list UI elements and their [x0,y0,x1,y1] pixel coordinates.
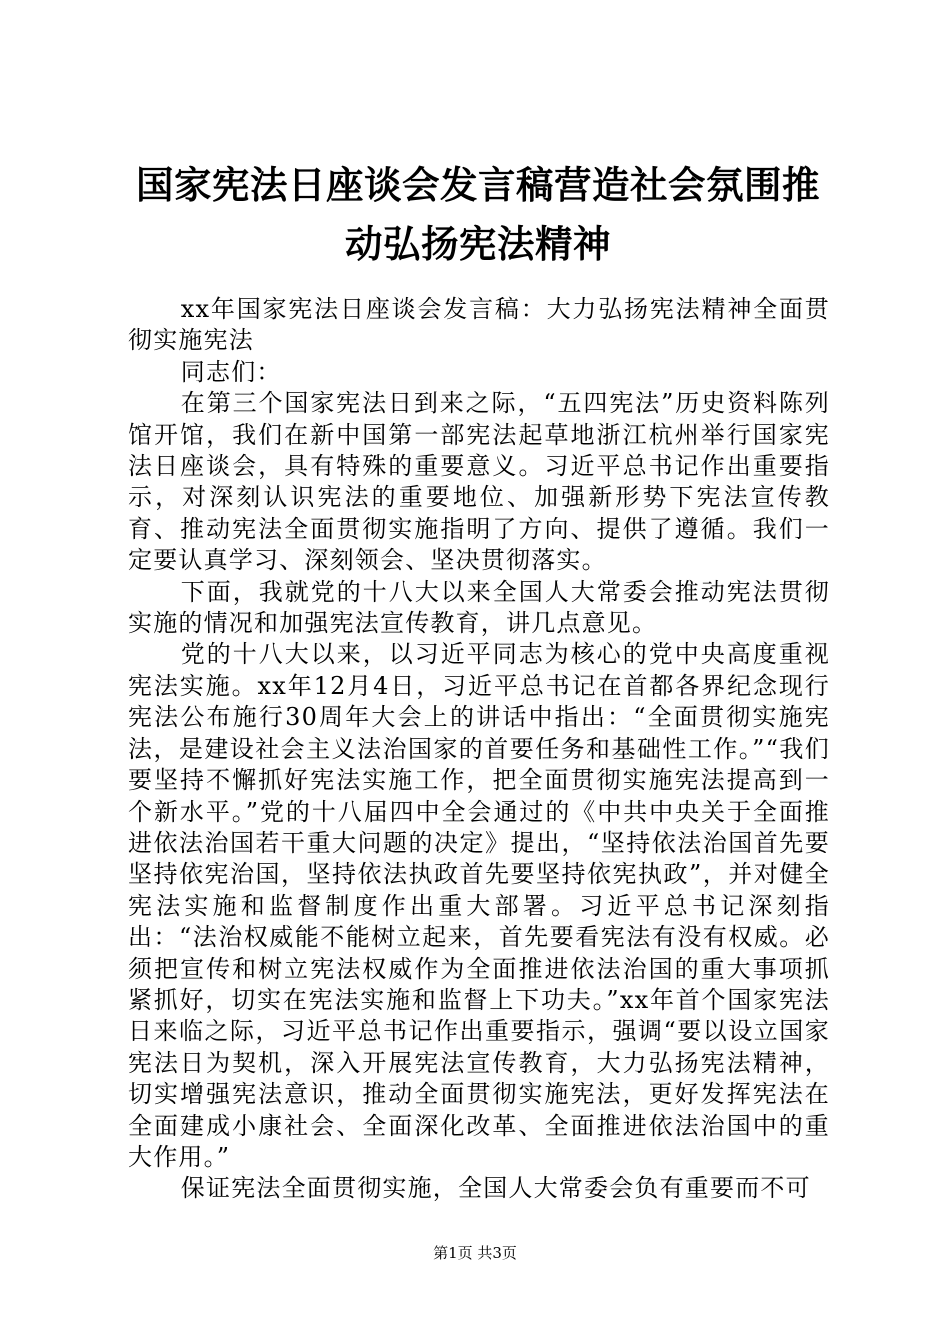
paragraph: 在第三个国家宪法日到来之际，“五四宪法”历史资料陈列馆开馆，我们在新中国第一部宪法起草地浙江杭州举行国家宪法日座谈会，具有特殊的重要意义。习近平总书记作出重要指示，对深刻认识宪法的重要地位、加强新形势下宪法宣传教育、推动宪法全面贯彻实施指明了方向、提供了遵循。我们一定要认真学习、深刻领会、坚决贯彻落实。 [128,389,830,575]
paragraph: 党的十八大以来，以习近平同志为核心的党中央高度重视宪法实施。xx年12月4日，习近平总书记在首都各界纪念现行宪法公布施行30周年大会上的讲话中指出：“全面贯彻实施宪法，是建设社会主义法治国家的首要任务和基础性工作。”“我们要坚持不懈抓好宪法实施工作，把全面贯彻实施宪法提高到一个新水平。”党的十八届四中全会通过的《中共中央关于全面推进依法治国若干重大问题的决定》提出，“坚持依法治国首先要坚持依宪治国，坚持依法执政首先要坚持依宪执政”，并对健全宪法实施和监督制度作出重大部署。习近平总书记深刻指出：“法治权威能不能树立起来，首先要看宪法有没有权威。必须把宣传和树立宪法权威作为全面推进依法治国的重大事项抓紧抓好，切实在宪法实施和监督上下功夫。”xx年首个国家宪法日来临之际，习近平总书记作出重要指示，强调“要以设立国家宪法日为契机，深入开展宪法宣传教育，大力弘扬宪法精神，切实增强宪法意识，推动全面贯彻实施宪法，更好发挥宪法在全面建成小康社会、全面深化改革、全面推进依法治国中的重大作用。” [128,640,830,1171]
paragraph: 下面，我就党的十八大以来全国人大常委会推动宪法贯彻实施的情况和加强宪法宣传教育，讲几点意见。 [128,577,830,638]
paragraph-salutation: 同志们： [180,357,282,386]
paragraph: 保证宪法全面贯彻实施，全国人大常委会负有重要而不可 [180,1174,811,1203]
paragraph-subtitle: xx年国家宪法日座谈会发言稿：大力弘扬宪法精神全面贯彻实施宪法 [128,295,830,355]
document-body [128,294,830,1205]
page-footer: 第1页 共3页 [433,1244,517,1262]
document-title: 国家宪法日座谈会发言稿营造社会氛围推动弘扬宪法精神 [136,163,820,266]
